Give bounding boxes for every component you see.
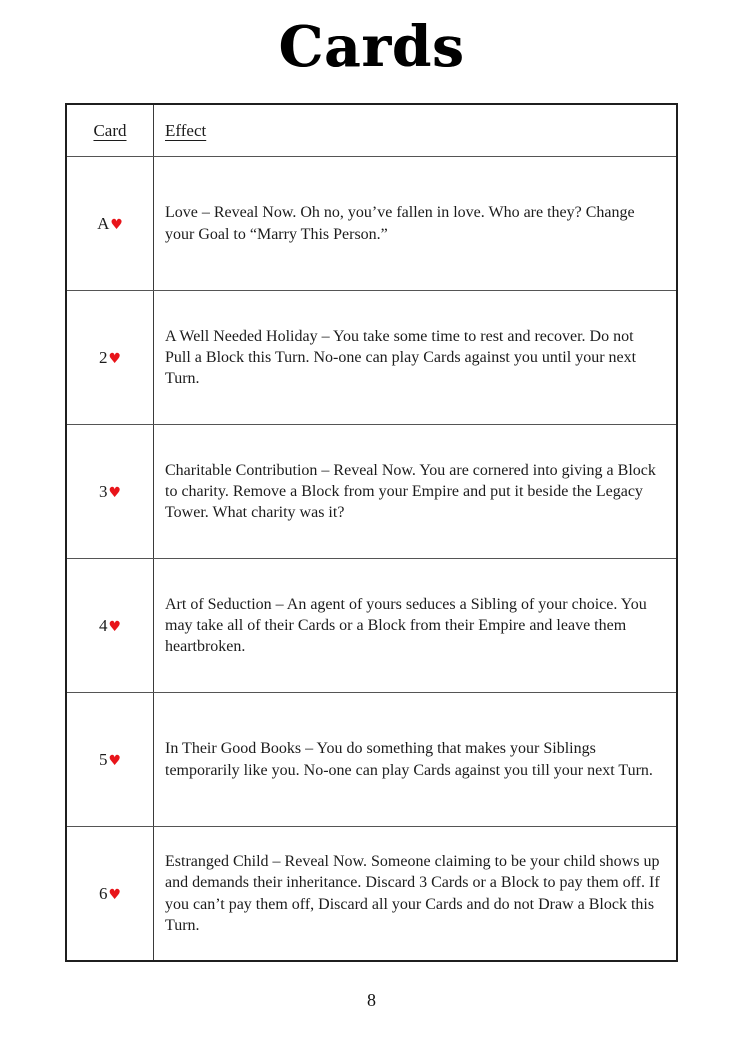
heart-suit-icon: ♥ — [108, 484, 122, 501]
effect-text: Charitable Contribution – Reveal Now. You are cornered into giving a Block to charity. Remove a Block from your Empire and put it beside the Legacy Tower. What charity was it? — [165, 461, 656, 522]
heart-suit-icon: ♥ — [108, 618, 122, 635]
heart-suit-icon: ♥ — [110, 216, 123, 233]
effect-text: Love – Reveal Now. Oh no, you’ve fallen in love. Who are they? Change your Goal to “Marry This Person.” — [165, 204, 635, 243]
effect-cell — [154, 425, 676, 558]
card-rank-text: A — [97, 213, 110, 233]
effect-text: In Their Good Books – You do something that makes your Siblings temporarily like you. No-one can play Cards against you till your next Turn. — [165, 740, 653, 779]
table-row — [67, 692, 676, 826]
header-cell-card — [67, 105, 154, 156]
card-rank-text: 2 — [98, 347, 108, 367]
card-rank-text: 4 — [98, 615, 108, 635]
heart-suit-icon: ♥ — [108, 350, 122, 367]
table-header-row — [67, 105, 676, 156]
effect-cell — [154, 291, 676, 424]
table-row — [67, 290, 676, 424]
heart-suit-icon: ♥ — [108, 886, 122, 903]
card-cell — [67, 693, 154, 826]
card-cell — [67, 291, 154, 424]
table-row — [67, 424, 676, 558]
card-rank — [99, 482, 121, 502]
heart-suit-icon: ♥ — [108, 752, 122, 769]
card-cell — [67, 157, 154, 290]
table-row — [67, 558, 676, 692]
card-rank — [99, 750, 121, 770]
card-rank — [99, 616, 121, 636]
card-cell — [67, 559, 154, 692]
effect-text: Art of Seduction – An agent of yours seduces a Sibling of your choice. You may take all of their Cards or a Block from their Empire and leave them heartbroken. — [165, 595, 647, 656]
card-rank-text: 5 — [98, 749, 108, 769]
column-header-card: Card — [93, 120, 127, 140]
table-row — [67, 156, 676, 290]
card-rank-text: 6 — [98, 883, 108, 903]
card-rank — [99, 348, 121, 368]
card-rank-text: 3 — [98, 481, 108, 501]
effect-cell — [154, 559, 676, 692]
card-cell — [67, 425, 154, 558]
card-rank — [97, 214, 123, 234]
effect-text: A Well Needed Holiday – You take some time to rest and recover. Do not Pull a Block this Turn. No-one can play Cards against you until your next Turn. — [165, 327, 637, 388]
column-header-effect: Effect — [165, 120, 207, 140]
cards-effects-table — [65, 103, 678, 962]
card-cell — [67, 827, 154, 960]
effect-cell — [154, 157, 676, 290]
header-cell-effect — [154, 105, 676, 156]
card-rank — [99, 884, 121, 904]
effect-text: Estranged Child – Reveal Now. Someone claiming to be your child shows up and demands their inheritance. Discard 3 Cards or a Block to pay them off. If you can’t pay them off, Discard all your Cards and do not Draw a Block this Turn. — [165, 853, 660, 934]
effect-cell — [154, 827, 676, 960]
effect-cell — [154, 693, 676, 826]
page-number: 8 — [367, 990, 376, 1010]
table-row — [67, 826, 676, 960]
page-title: Cards — [278, 14, 465, 80]
